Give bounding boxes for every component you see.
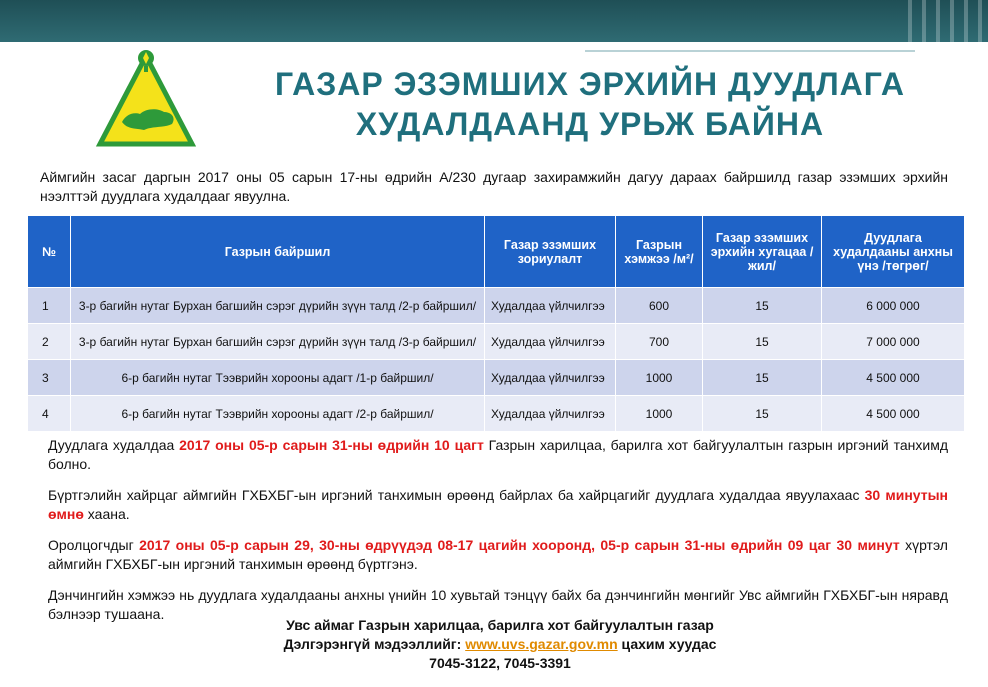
cell-no: 3 xyxy=(28,360,71,396)
page-title xyxy=(240,64,940,144)
col-price: Дуудлага худалдааны анхны үнэ /төгрөг/ xyxy=(822,216,965,288)
land-lots-table xyxy=(27,215,965,432)
footer-phones: 7045-3122, 7045-3391 xyxy=(429,655,571,671)
col-area: Газрын хэмжээ /м²/ xyxy=(616,216,703,288)
footer-text: цахим хуудас xyxy=(617,636,717,652)
cell-location: 3-р багийн нутаг Бурхан багшийн сэрэг дүрийн зүүн талд /3-р байршил/ xyxy=(71,324,485,360)
note-text: Бүртгэлийн хайрцаг аймгийн ГХБХБГ-ын иргэний танхимын өрөөнд байрлах ба хайрцагийг дуудлага худалдаа явуулахаас xyxy=(48,487,865,503)
cell-price: 7 000 000 xyxy=(822,324,965,360)
note-text: Дуудлага худалдаа xyxy=(48,437,180,453)
agency-logo-icon xyxy=(92,44,200,152)
banner-stripes xyxy=(898,0,988,42)
cell-purpose: Худалдаа үйлчилгээ xyxy=(485,360,616,396)
cell-no: 1 xyxy=(28,288,71,324)
footer-agency: Увс аймаг Газрын харилцаа, барилга хот байгуулалтын газар xyxy=(286,617,714,633)
top-banner xyxy=(0,0,988,42)
cell-area: 1000 xyxy=(616,396,703,432)
table-row xyxy=(28,396,965,432)
cell-location: 3-р багийн нутаг Бурхан багшийн сэрэг дүрийн зүүн талд /2-р байршил/ xyxy=(71,288,485,324)
cell-location: 6-р багийн нутаг Тээврийн хорооны адагт /1-р байршил/ xyxy=(71,360,485,396)
intro-text: Аймгийн засаг даргын 2017 оны 05 сарын 17-ны өдрийн А/230 дугаар захирамжийн дагуу дараах байршилд газар эзэмших эрхийн нээлттэй дуудлага худалдааг явуулна. xyxy=(40,169,948,204)
cell-area: 600 xyxy=(616,288,703,324)
note-deposit: Дэнчингийн хэмжээ нь дуудлага худалдааны анхны үнийн 10 хувьтай тэнцүү байх ба дэнчингийн мөнгийг Увс аймгийн ГХБХБГ-ын няравд бэлнээр тушаана. xyxy=(48,587,948,622)
col-term: Газар эзэмших эрхийн хугацаа /жил/ xyxy=(703,216,822,288)
cell-term: 15 xyxy=(703,324,822,360)
note-text: Газрын харилцаа, барилга хот байгуулалтын газрын иргэний танхимд болно. xyxy=(48,437,948,472)
table-row xyxy=(28,360,965,396)
cell-no: 4 xyxy=(28,396,71,432)
cell-price: 4 500 000 xyxy=(822,396,965,432)
cell-purpose: Худалдаа үйлчилгээ xyxy=(485,396,616,432)
cell-area: 1000 xyxy=(616,360,703,396)
note-text: Оролцогчдыг xyxy=(48,537,140,553)
table-row xyxy=(28,324,965,360)
footer-text: Дэлгэрэнгүй мэдээллийг: xyxy=(283,636,466,652)
col-no: № xyxy=(28,216,71,288)
cell-purpose: Худалдаа үйлчилгээ xyxy=(485,324,616,360)
footer-contact xyxy=(200,616,800,673)
notes-section xyxy=(48,436,948,636)
website-link[interactable]: www.uvs.gazar.gov.mn xyxy=(465,636,618,652)
cell-term: 15 xyxy=(703,288,822,324)
cell-term: 15 xyxy=(703,396,822,432)
note-highlight: 30 минутын өмнө xyxy=(48,487,948,522)
note-auction-time xyxy=(48,436,948,474)
note-highlight: 2017 оны 05-р сарын 31-ны өдрийн 10 цагт xyxy=(179,437,484,453)
cell-price: 4 500 000 xyxy=(822,360,965,396)
note-registration-box xyxy=(48,486,948,524)
note-registration-period xyxy=(48,536,948,574)
col-purpose: Газар эзэмших зориулалт xyxy=(485,216,616,288)
col-location: Газрын байршил xyxy=(71,216,485,288)
footer-info-line xyxy=(200,635,800,654)
note-highlight: 2017 оны 05-р сарын 29, 30-ны өдрүүдэд 08-17 цагийн хооронд, 05-р сарын 31-ны өдрийн 09 цаг 30 минут xyxy=(139,537,900,553)
cell-location: 6-р багийн нутаг Тээврийн хорооны адагт /2-р байршил/ xyxy=(71,396,485,432)
decorative-line xyxy=(585,50,915,52)
note-text: хүртэл аймгийн ГХБХБГ-ын иргэний танхимын өрөөнд бүртгэнэ. xyxy=(48,537,948,572)
cell-price: 6 000 000 xyxy=(822,288,965,324)
title-line-2: ХУДАЛДААНД УРЬЖ БАЙНА xyxy=(355,106,825,142)
note-text: хаана. xyxy=(83,506,130,522)
cell-purpose: Худалдаа үйлчилгээ xyxy=(485,288,616,324)
table-row xyxy=(28,288,965,324)
cell-term: 15 xyxy=(703,360,822,396)
cell-no: 2 xyxy=(28,324,71,360)
title-line-1: ГАЗАР ЭЗЭМШИХ ЭРХИЙН ДУУДЛАГА xyxy=(274,66,906,102)
cell-area: 700 xyxy=(616,324,703,360)
